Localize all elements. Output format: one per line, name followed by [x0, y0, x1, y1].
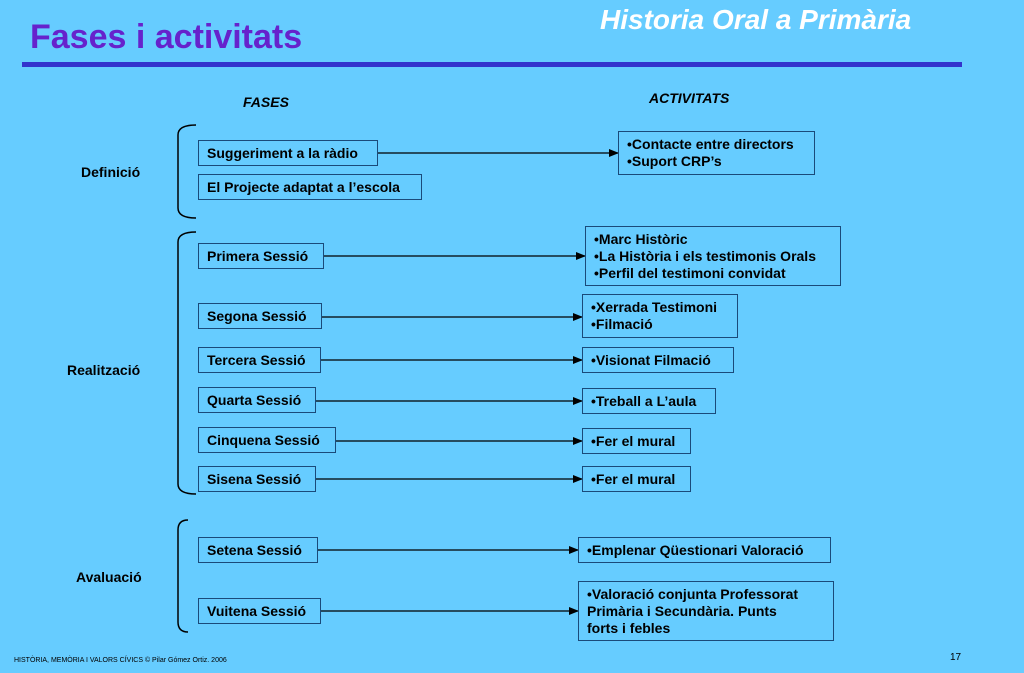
- presentation-subtitle: Historia Oral a Primària: [600, 4, 912, 35]
- step-box-vuitena-sessio: Vuitena Sessió: [198, 598, 321, 624]
- page-number: 17: [950, 652, 962, 663]
- activity-line: •Filmació: [591, 316, 653, 332]
- step-box-primera-sessio: Primera Sessió: [198, 243, 324, 269]
- column-header-fases: FASES: [243, 94, 289, 110]
- activity-line: •Fer el mural: [591, 470, 676, 487]
- activity-box-setena: [578, 537, 831, 563]
- footer-credit: HISTÒRIA, MEMÒRIA I VALORS CÍVICS © Pilar Gómez Ortiz. 2006: [14, 657, 227, 664]
- activity-line: •Suport CRP’s: [627, 153, 722, 169]
- activity-line: •Treball a L’aula: [591, 392, 697, 409]
- column-header-activitats: ACTIVITATS: [649, 90, 730, 106]
- page-title: Fases i activitats: [30, 18, 303, 56]
- activity-box-segona: [582, 294, 738, 338]
- activity-line: •Marc Històric: [594, 230, 688, 247]
- step-box-quarta-sessio: Quarta Sessió: [198, 387, 316, 413]
- activity-box-tercera: [582, 347, 734, 373]
- bracket-avaluacio: [178, 520, 188, 632]
- activity-line: Primària i Secundària. Punts: [587, 602, 777, 619]
- activity-line: •Emplenar Qüestionari Valoració: [587, 541, 804, 558]
- activity-line: •Fer el mural: [591, 432, 676, 449]
- activity-line: •Contacte entre directors: [627, 136, 794, 152]
- activity-line: •La Història i els testimonis Orals: [594, 247, 816, 264]
- step-box-setena-sessio: Setena Sessió: [198, 537, 318, 563]
- step-box-suggeriment: Suggeriment a la ràdio: [198, 140, 378, 166]
- activity-box-sisena: [582, 466, 691, 492]
- step-box-projecte: El Projecte adaptat a l’escola: [198, 174, 422, 200]
- activity-line: •Visionat Filmació: [591, 351, 711, 368]
- activity-box-definicio: [618, 131, 815, 175]
- activity-line: •Perfil del testimoni convidat: [594, 264, 786, 281]
- step-box-cinquena-sessio: Cinquena Sessió: [198, 427, 336, 453]
- phase-label-definicio: Definició: [81, 164, 141, 180]
- step-box-sisena-sessio: Sisena Sessió: [198, 466, 316, 492]
- phase-label-realitzacio: Realització: [67, 362, 141, 378]
- bracket-definicio: [178, 125, 196, 218]
- step-box-tercera-sessio: Tercera Sessió: [198, 347, 321, 373]
- activity-box-quarta: [582, 388, 716, 414]
- phase-label-avaluacio: Avaluació: [76, 569, 142, 585]
- activity-box-vuitena: [578, 581, 834, 641]
- step-box-segona-sessio: Segona Sessió: [198, 303, 322, 329]
- activity-line: •Valoració conjunta Professorat: [587, 585, 799, 602]
- activity-box-primera: [585, 226, 841, 286]
- activity-line: •Xerrada Testimoni: [591, 299, 718, 315]
- activity-line: forts i febles: [587, 619, 671, 636]
- bracket-realitzacio: [178, 232, 196, 494]
- activity-box-cinquena: [582, 428, 691, 454]
